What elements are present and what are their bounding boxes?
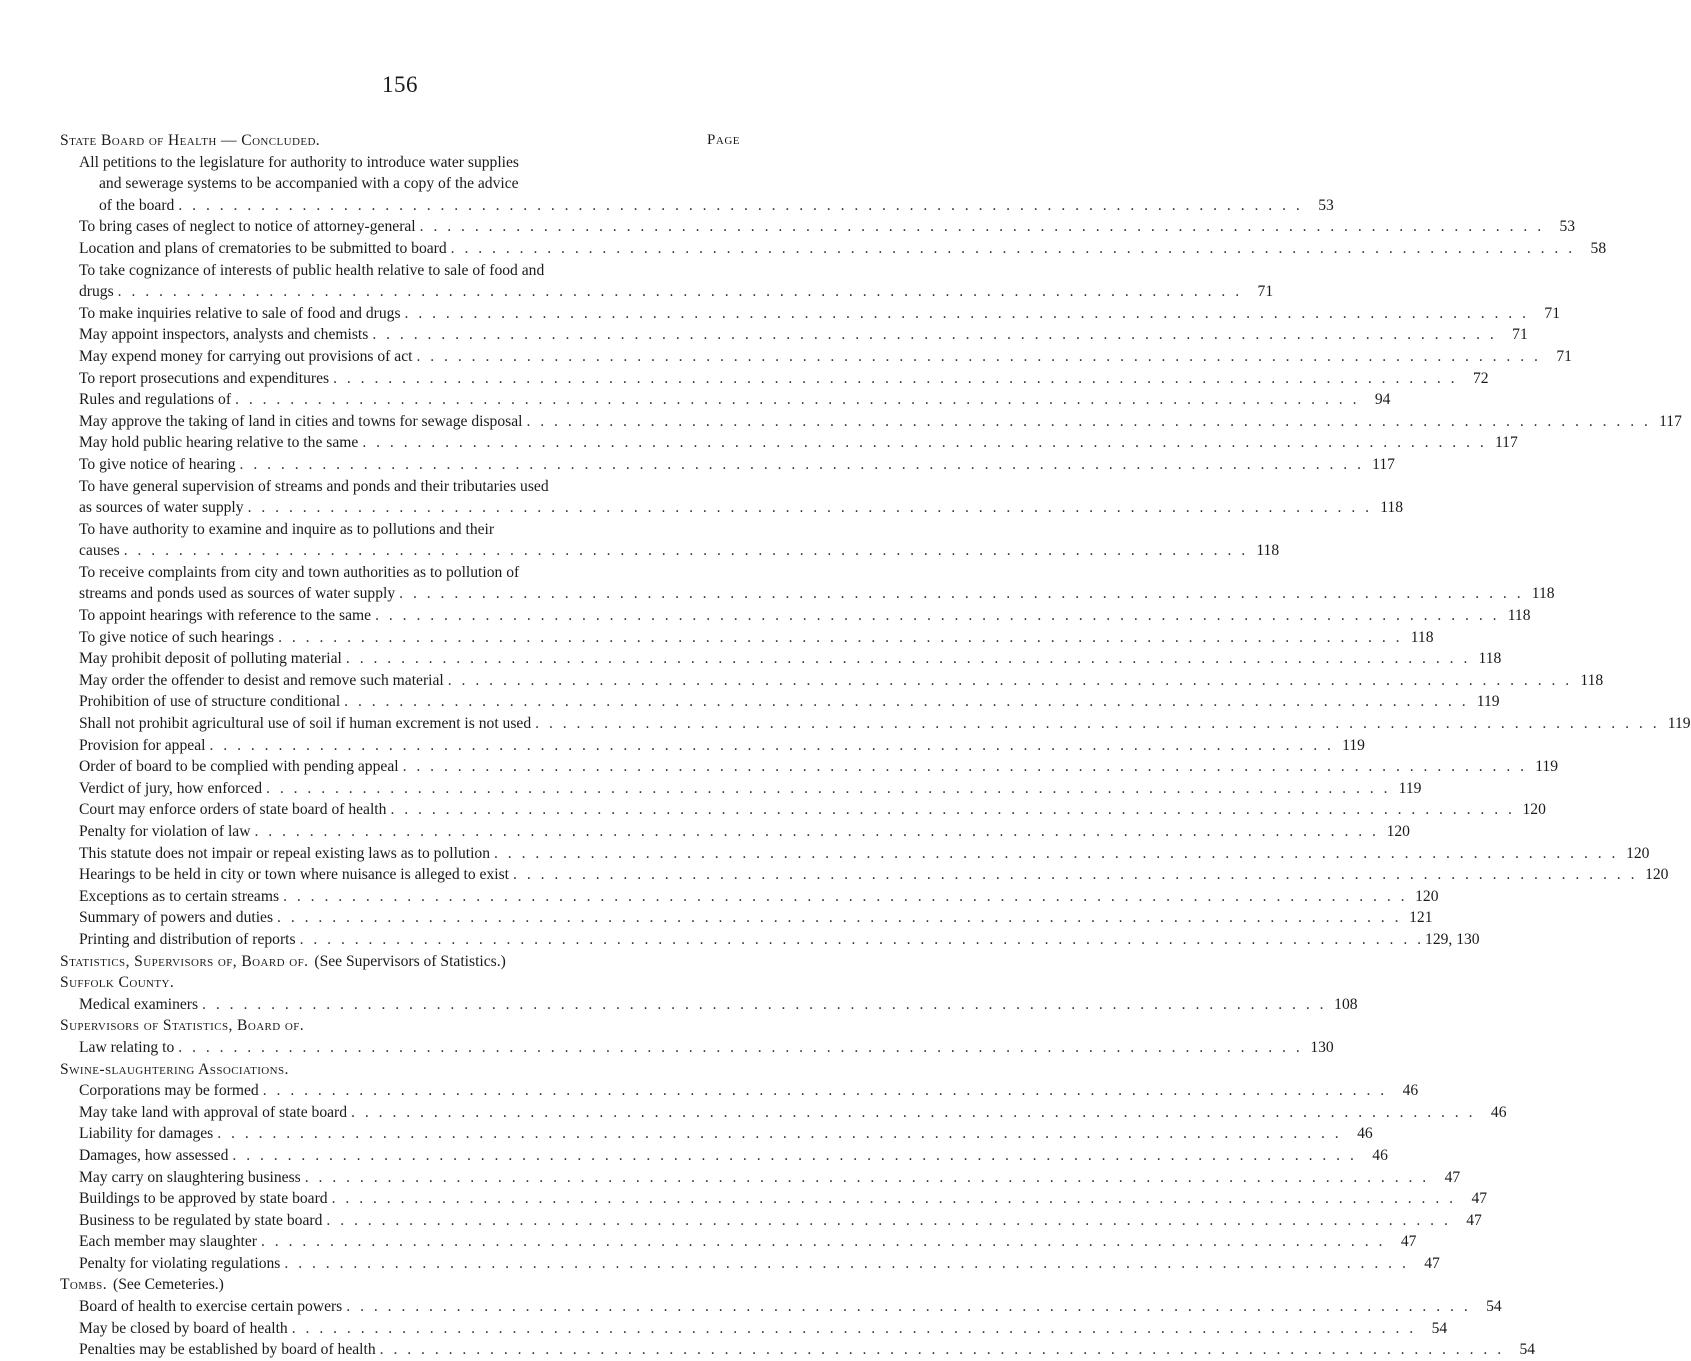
dot-leader <box>376 1339 1501 1361</box>
entry-page-number: 120 <box>1415 887 1439 905</box>
entry-text: May prohibit deposit of polluting material <box>79 650 342 668</box>
index-entry <box>60 627 1434 649</box>
dot-leader <box>244 497 1369 519</box>
index-entry <box>60 1274 740 1296</box>
entry-text: drugs <box>79 283 114 301</box>
dot-leader <box>347 1102 1472 1124</box>
entry-page-number: 71 <box>1544 304 1560 322</box>
dot-leader <box>328 1188 1453 1210</box>
index-entry <box>60 1059 740 1081</box>
entry-text: Rules and regulations of <box>79 391 232 409</box>
entry-page-number: 53 <box>1318 196 1334 214</box>
entry-page-number: 129, 130 <box>1425 930 1480 948</box>
entry-text: Tombs. <box>60 1276 108 1294</box>
entry-text: Penalty for violation of law <box>79 823 251 840</box>
dot-leader <box>288 1318 1413 1340</box>
entry-text: To bring cases of neglect to notice of attorney-general <box>79 218 416 236</box>
dot-leader <box>329 368 1454 390</box>
entry-page-number: 119 <box>1535 758 1559 776</box>
entry-page-number: 108 <box>1334 995 1358 1013</box>
index-entry <box>60 951 740 973</box>
index-entry <box>60 454 1395 476</box>
entry-page-number: 119 <box>1398 779 1422 797</box>
entry-text: Statistics, Supervisors of, Board of. <box>60 952 309 970</box>
entry-page-number: 118 <box>1507 607 1531 625</box>
entry-page-number: 47 <box>1424 1254 1440 1272</box>
entry-text: May appoint inspectors, analysts and chemists <box>79 326 369 344</box>
entry-page-number: 120 <box>1645 866 1669 884</box>
entry-text: Location and plans of crematories to be submitted to board <box>79 239 447 257</box>
entry-text: Hearings to be held in city or town where nuisance is alleged to exist <box>79 866 510 884</box>
dot-leader <box>274 627 1399 649</box>
dot-leader <box>416 216 1541 238</box>
index-entry <box>60 670 1604 692</box>
index-entry <box>60 756 1559 778</box>
entry-text: To take cognizance of interests of public health relative to sale of food and <box>79 261 545 279</box>
index-entry <box>60 691 1500 713</box>
dot-leader <box>522 411 1647 433</box>
index-entry <box>60 476 740 498</box>
index-entry <box>60 843 1650 865</box>
dot-leader <box>412 346 1537 368</box>
entry-page-number: 54 <box>1486 1298 1502 1316</box>
index-entry <box>60 540 1280 562</box>
index-entry <box>60 389 1391 411</box>
entry-page-number: 54 <box>1519 1341 1536 1359</box>
dot-leader <box>257 1231 1382 1253</box>
index-entry <box>60 778 1422 800</box>
entry-text: Exceptions as to certain streams <box>79 887 280 905</box>
entry-page-number: 130 <box>1310 1038 1334 1056</box>
entry-page-number: 71 <box>1257 283 1274 301</box>
index-entry <box>60 1339 1536 1361</box>
index-entry <box>60 1037 1334 1059</box>
index-entry <box>60 864 1669 886</box>
dot-leader <box>114 281 1239 303</box>
dot-leader <box>401 303 1526 325</box>
entry-page-number: 46 <box>1402 1082 1419 1100</box>
index-entry <box>60 886 1439 908</box>
index-entry <box>60 324 1528 346</box>
index-entry <box>60 432 1518 454</box>
page-number: 156 <box>382 72 418 97</box>
entry-text: May hold public hearing relative to the same <box>79 434 359 452</box>
index-entry <box>60 735 1365 757</box>
entry-page-number: 71 <box>1512 326 1528 344</box>
dot-leader <box>198 994 1323 1016</box>
entry-text: Penalty for violating regulations <box>79 1254 281 1272</box>
dot-leader <box>213 1123 1338 1145</box>
dot-leader <box>259 1080 1384 1102</box>
entry-text: Swine-slaughtering Associations. <box>60 1060 289 1078</box>
index-entry <box>60 368 1489 390</box>
entry-text: Liability for damages <box>79 1125 214 1143</box>
entry-text: Shall not prohibit agricultural use of soil if human excrement is not used <box>79 715 532 733</box>
entry-text: To receive complaints from city and town authorities as to pollution of <box>79 563 520 581</box>
dot-leader <box>228 1145 1353 1167</box>
entry-cross-reference: (See Cemeteries.) <box>113 1276 224 1294</box>
dot-leader <box>279 886 1404 908</box>
entry-text: May approve the taking of land in cities and towns for sewage disposal <box>79 412 523 430</box>
dot-leader <box>296 929 1421 951</box>
entry-text: To have general supervision of streams and ponds and their tributaries used <box>79 477 549 495</box>
dot-leader <box>322 1210 1447 1232</box>
dot-leader <box>490 843 1615 865</box>
page-column-label: Page <box>707 132 740 148</box>
index-entry <box>60 994 1358 1016</box>
index-entry <box>60 346 1572 368</box>
entry-page-number: 47 <box>1471 1190 1488 1208</box>
entry-page-number: 118 <box>1380 499 1404 517</box>
index-entry <box>60 216 1576 238</box>
entry-page-number: 46 <box>1357 1125 1373 1143</box>
dot-leader <box>262 778 1387 800</box>
entry-text: causes <box>79 542 120 560</box>
dot-leader <box>447 238 1572 260</box>
entry-page-number: 118 <box>1410 628 1434 646</box>
entry-page-number: 46 <box>1490 1103 1507 1121</box>
entry-page-number: 117 <box>1659 412 1682 430</box>
index-entry <box>60 130 740 152</box>
index-entry <box>60 1015 740 1037</box>
dot-leader <box>399 756 1524 778</box>
entry-page-number: 120 <box>1626 844 1650 862</box>
index-entry <box>60 1296 1502 1318</box>
dot-leader <box>342 1296 1467 1318</box>
index-entry <box>60 929 1480 951</box>
index-entry <box>60 605 1531 627</box>
entry-page-number: 119 <box>1667 715 1691 733</box>
entry-page-number: 118 <box>1478 650 1502 668</box>
index-entry <box>60 799 1546 821</box>
entry-page-number: 94 <box>1374 391 1391 409</box>
entry-text: To appoint hearings with reference to the same <box>79 607 372 625</box>
entry-text: Prohibition of use of structure conditional <box>79 693 341 711</box>
entry-text: Verdict of jury, how enforced <box>79 779 263 797</box>
entry-text: To give notice of such hearings <box>79 628 275 646</box>
entry-page-number: 72 <box>1472 369 1489 387</box>
dot-leader <box>273 907 1398 929</box>
dot-leader <box>280 1253 1405 1275</box>
dot-leader <box>444 670 1569 692</box>
index-entry <box>60 1318 1448 1340</box>
entry-text: Suffolk County. <box>60 974 175 992</box>
index-entry <box>60 519 740 541</box>
index-entry <box>60 411 1682 433</box>
index-entry <box>60 972 740 994</box>
entry-text: All petitions to the legislature for authority to introduce water supplies <box>79 153 519 171</box>
index-entry <box>60 1188 1488 1210</box>
dot-leader <box>371 605 1496 627</box>
index-entry <box>60 281 1274 303</box>
entry-text: Order of board to be complied with pending appeal <box>79 758 399 776</box>
dot-leader <box>301 1167 1426 1189</box>
index-entry <box>60 1102 1507 1124</box>
entry-text: Damages, how assessed <box>79 1146 229 1164</box>
dot-leader <box>340 691 1465 713</box>
dot-leader <box>174 1037 1299 1059</box>
dot-leader <box>231 389 1356 411</box>
dot-leader <box>174 195 1299 217</box>
entry-text: Law relating to <box>79 1038 175 1056</box>
dot-leader <box>509 864 1634 886</box>
index-entry <box>60 195 1334 217</box>
entry-text: Printing and distribution of reports <box>79 930 296 948</box>
entry-page-number: 119 <box>1476 693 1500 711</box>
entry-page-number: 117 <box>1372 455 1395 473</box>
dot-leader <box>386 799 1511 821</box>
index-entry <box>60 1253 1440 1275</box>
entry-cross-reference: (See Supervisors of Statistics.) <box>314 952 506 970</box>
dot-leader <box>205 735 1330 757</box>
index-entry <box>60 1080 1419 1102</box>
index-entry <box>60 238 1607 260</box>
entry-text: To make inquiries relative to sale of food and drugs <box>79 304 401 322</box>
entry-text: State Board of Health — Concluded. <box>60 132 321 149</box>
entry-text: of the board <box>99 196 175 214</box>
index-list <box>60 130 1691 1361</box>
entry-text: Corporations may be formed <box>79 1082 259 1100</box>
entry-text: Business to be regulated by state board <box>79 1211 323 1229</box>
entry-page-number: 47 <box>1444 1168 1461 1186</box>
entry-page-number: 47 <box>1400 1233 1417 1251</box>
entry-page-number: 118 <box>1531 585 1555 603</box>
entry-text: Each member may slaughter <box>79 1233 257 1251</box>
entry-text: May take land with approval of state board <box>79 1103 348 1121</box>
entry-text: Summary of powers and duties <box>79 909 274 927</box>
index-entry <box>60 152 740 174</box>
entry-page-number: 46 <box>1372 1146 1388 1164</box>
index-entry <box>60 713 1691 735</box>
dot-leader <box>342 648 1467 670</box>
index-entry <box>60 562 740 584</box>
entry-page-number: 120 <box>1386 823 1410 840</box>
entry-page-number: 47 <box>1466 1211 1482 1229</box>
entry-text: This statute does not impair or repeal existing laws as to pollution <box>79 844 490 862</box>
entry-page-number: 54 <box>1431 1319 1448 1337</box>
entry-page-number: 118 <box>1580 671 1604 689</box>
index-entry <box>60 173 740 195</box>
index-entry <box>60 1231 1417 1253</box>
index-entry <box>60 648 1502 670</box>
dot-leader <box>251 821 1376 843</box>
entry-text: Provision for appeal <box>79 736 206 754</box>
entry-page-number: 117 <box>1494 434 1518 452</box>
entry-text: streams and ponds used as sources of water supply <box>79 585 396 603</box>
entry-text: and sewerage systems to be accompanied with a copy of the advice <box>99 175 519 193</box>
entry-text: as sources of water supply <box>79 499 244 517</box>
entry-text: To give notice of hearing <box>79 455 236 473</box>
entry-text: Supervisors of Statistics, Board of. <box>60 1017 305 1035</box>
dot-leader <box>236 454 1361 476</box>
index-entry <box>60 303 1560 325</box>
entry-text: May be closed by board of health <box>79 1319 288 1337</box>
dot-leader <box>120 540 1245 562</box>
entry-text: To have authority to examine and inquire as to pollutions and their <box>79 520 495 538</box>
entry-text: May carry on slaughtering business <box>79 1168 301 1186</box>
entry-page-number: 121 <box>1409 909 1433 927</box>
index-entry <box>60 260 740 282</box>
entry-page-number: 58 <box>1590 239 1607 257</box>
index-entry <box>60 907 1433 929</box>
entry-page-number: 119 <box>1342 736 1365 754</box>
index-entry <box>60 821 1410 843</box>
index-entry <box>60 1210 1482 1232</box>
dot-leader <box>358 432 1483 454</box>
index-entry <box>60 497 1404 519</box>
entry-text: Buildings to be approved by state board <box>79 1190 328 1208</box>
entry-text: May order the offender to desist and remove such material <box>79 671 444 689</box>
index-entry <box>60 1123 1373 1145</box>
index-entry <box>60 583 1555 605</box>
index-entry <box>60 1167 1461 1189</box>
entry-text: Board of health to exercise certain powers <box>79 1298 343 1316</box>
entry-page-number: 118 <box>1256 542 1280 560</box>
index-entry <box>60 1145 1388 1167</box>
entry-text: Medical examiners <box>79 995 199 1013</box>
entry-text: Court may enforce orders of state board of health <box>79 801 387 819</box>
dot-leader <box>531 713 1656 735</box>
entry-page-number: 53 <box>1559 218 1576 236</box>
entry-text: May expend money for carrying out provisions of act <box>79 347 413 365</box>
entry-text: To report prosecutions and expenditures <box>79 369 330 387</box>
entry-text: Penalties may be established by board of health <box>79 1341 376 1359</box>
dot-leader <box>395 583 1520 605</box>
dot-leader <box>368 324 1493 346</box>
entry-page-number: 71 <box>1556 347 1572 365</box>
entry-page-number: 120 <box>1522 801 1546 819</box>
